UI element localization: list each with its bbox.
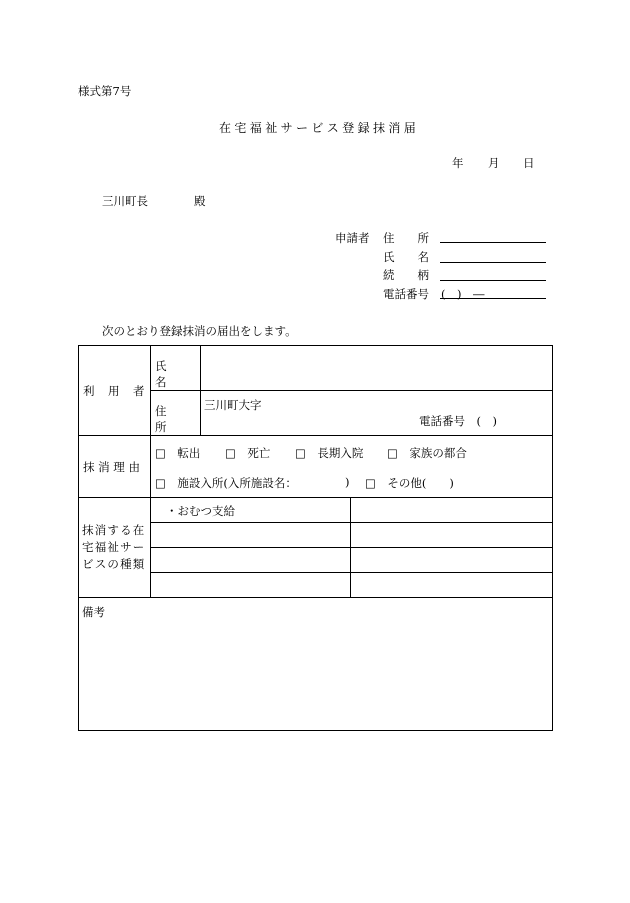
date-year-label: 年 [452, 156, 464, 170]
reason-facility-checkbox[interactable]: □ 施設入所(入所施設名： [155, 476, 297, 490]
applicant-phone-value: ( ) ― [441, 287, 485, 301]
service-row[interactable] [151, 523, 351, 548]
applicant-name-field[interactable] [440, 262, 546, 263]
service-row[interactable] [351, 573, 553, 598]
date-day-label: 日 [523, 156, 535, 170]
reason-moved-checkbox[interactable]: □ 転出 [155, 446, 201, 460]
user-address-field[interactable] [201, 391, 553, 436]
services-section-label: 抹消する在 宅福祉サー ビスの種類 [79, 498, 151, 598]
user-phone: 電話番号 ( ) [419, 414, 497, 428]
user-address-value: 三川町大字 [204, 398, 262, 412]
reason-options [151, 436, 553, 498]
applicant-relation-label: 続 柄 [383, 268, 429, 282]
applicant-address-field[interactable] [440, 242, 546, 243]
user-address-label-cell: 住 所 [151, 391, 201, 436]
applicant-name-label: 氏 名 [383, 250, 429, 264]
applicant-phone-label: 電話番号 [383, 287, 429, 301]
applicant-label: 申請者 [335, 231, 370, 245]
remarks-field[interactable] [79, 598, 553, 731]
service-row[interactable] [351, 548, 553, 573]
applicant-phone-field[interactable] [440, 298, 546, 299]
user-name-label-cell: 氏 名 [151, 346, 201, 391]
service-row[interactable]: ・おむつ支給 [151, 498, 351, 523]
service-row[interactable] [351, 523, 553, 548]
honorific: 殿 [194, 194, 206, 208]
service-row[interactable] [151, 548, 351, 573]
applicant-relation-field[interactable] [440, 280, 546, 281]
date-month-label: 月 [488, 156, 500, 170]
form-number: 様式第7号 [78, 84, 132, 98]
reason-family-checkbox[interactable]: □ 家族の都合 [387, 446, 467, 460]
reason-other-checkbox[interactable]: □ その他( ) [365, 476, 454, 490]
reason-section-label: 抹 消 理 由 [79, 436, 151, 498]
reason-deceased-checkbox[interactable]: □ 死亡 [225, 446, 271, 460]
remarks-label: 備考 [82, 605, 105, 619]
service-row[interactable] [351, 498, 553, 523]
applicant-address-label: 住 所 [383, 231, 429, 245]
reason-facility-close: ) [345, 475, 350, 489]
deregistration-table [78, 345, 553, 731]
addressee: 三川町長 [102, 194, 148, 208]
reason-hospitalized-checkbox[interactable]: □ 長期入院 [295, 446, 364, 460]
page-title: 在宅福祉サービス登録抹消届 [219, 121, 420, 135]
service-row[interactable] [151, 573, 351, 598]
intro-text: 次のとおり登録抹消の届出をします。 [102, 324, 297, 338]
user-name-field[interactable] [201, 346, 553, 391]
user-section-label: 利 用 者 [79, 346, 151, 436]
